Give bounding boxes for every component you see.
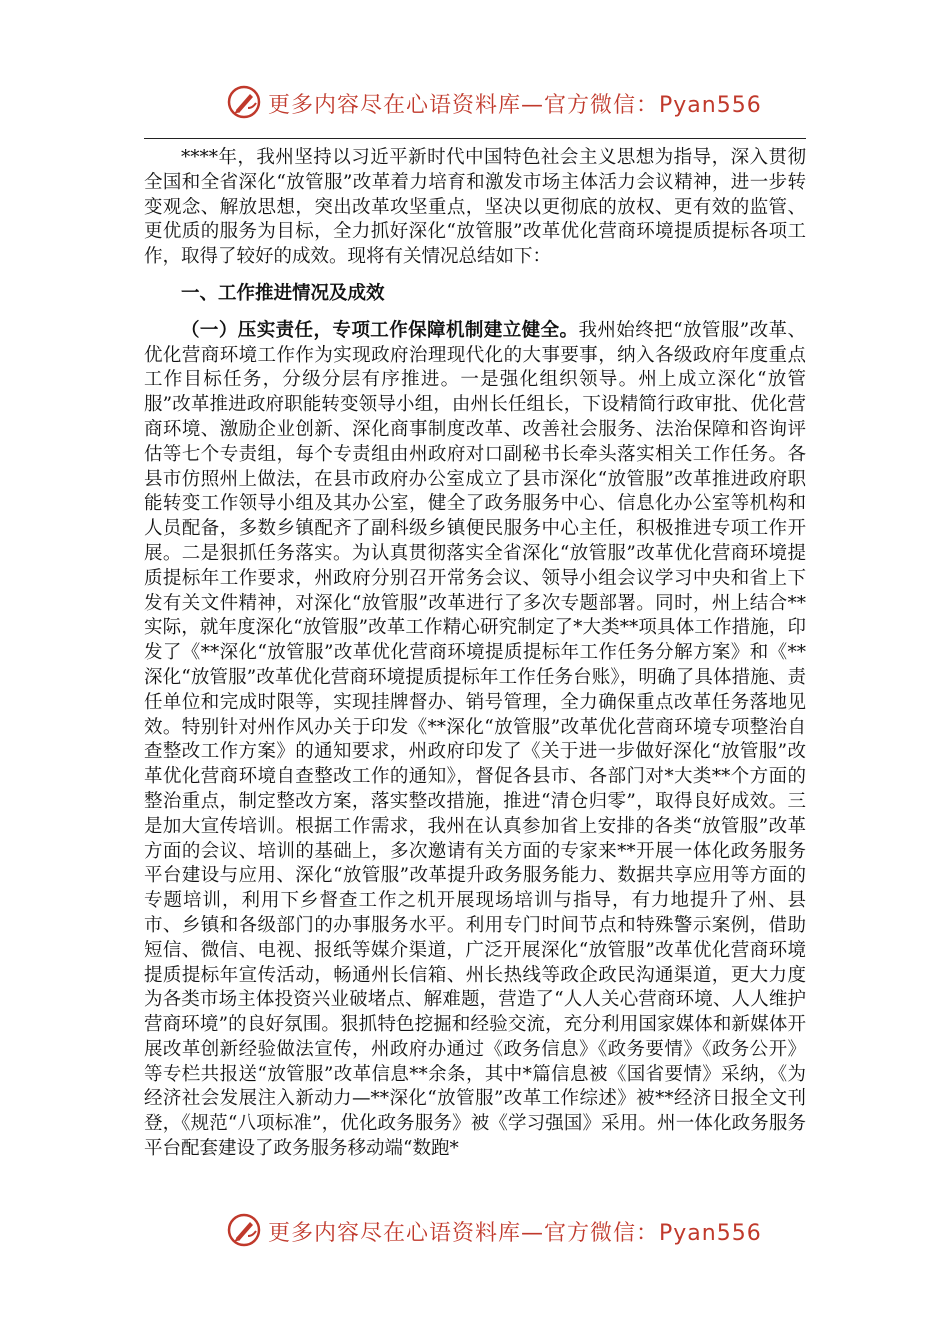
subsection-body: 我州始终把“放管服”改革、优化营商环境工作作为实现政府治理现代化的大事要事，纳入各级政府年度重点工作目标任务，分级分层有序推进。一是强化组织领导。州上成立深化“放管服”改革推进政府职能转变领导小组，由州长任组长，下设精简行政审批、优化营商环境、激励企业创新、深化商事制度改革、改善社会服务、法治保障和咨询评估等七个专责组，每个专责组由州政府对口副秘书长牵头落实相关工作任务。各县市仿照州上做法，在县市政府办公室成立了县市深化“放管服”改革推进政府职能转变工作领导小组及其办公室，健全了政务服务中心、信息化办公室等机构和人员配备，多数乡镇配齐了副科级乡镇便民服务中心主任，积极推进专项工作开展。二是狠抓任务落实。为认真贯彻落实全省深化“放管服”改革优化营商环境提质提标年工作要求，州政府分别召开常务会议、领导小组会议学习中央和省上下发有关文件精神，对深化“放管服”改革进行了多次专题部署。同时，州上结合**实际，就年度深化“放管服”改革工作精心研究制定了*大类**项具体工作措施，印发了《**深化“放管服”改革优化营商环境提质提标年工作任务分解方案》和《**深化“放管服”改革优化营商环境提质提标年工作任务台账》，明确了具体措施、责任单位和完成时限等，实现挂牌督办、销号管理，全力确保重点改革任务落地见效。特别针对州作风办关于印发《**深化“放管服”改革优化营商环境专项整治自查整改工作方案》的通知要求，州政府印发了《关于进一步做好深化“放管服”改革优化营商环境自查整改工作的通知》，督促各县市、各部门对*大类**个方面的整治重点，制定整改方案，落实整改措施，推进“清仓归零”，取得良好成效。三是加大宣传培训。根据工作需求，我州在认真参加省上安排的各类“放管服”改革方面的会议、培训的基础上，多次邀请有关方面的专家来**开展一体化政务服务平台建设与应用、深化“放管服”改革提升政务服务能力、数据共享应用等方面的专题培训，利用下乡督查工作之机开展现场培训与指导，有力地提升了州、县市、乡镇和各级部门的办事服务水平。利用专门时间节点和特殊警示案例，借助短信、微信、电视、报纸等媒介渠道，广泛开展深化“放管服”改革优化营商环境提质提标年宣传活动，畅通州长信箱、州长热线等政企政民沟通渠道，更大力度为各类市场主体投资兴业破堵点、解难题，营造了“人人关心营商环境、人人维护营商环境”的良好氛围。狠抓特色挖掘和经验交流，充分利用国家媒体和新媒体开展改革创新经验做法宣传，州政府办通过《政务信息》《政务要情》《政务公开》等专栏共报送“放管服”改革信息**余条，其中*篇信息被《国省要情》采纳，《为经济社会发展注入新动力—**深化“放管服”改革工作综述》被**经济日报全文刊登，《规范“八项标准”，优化政务服务》被《学习强国》采用。州一体化政务服务平台配套建设了政务服务移动端“数跑*: [144, 319, 806, 1160]
footer-banner: [0, 1210, 950, 1250]
footer-banner-text: 更多内容尽在心语资料库—官方微信：Pyan556: [268, 1221, 762, 1246]
document-body: [144, 146, 806, 1162]
subsection-paragraph: [144, 319, 806, 1162]
intro-paragraph: ****年，我州坚持以习近平新时代中国特色社会主义思想为指导，深入贯彻全国和全省深化“放管服”改革着力培育和激发市场主体活力会议精神，进一步转变观念、解放思想，突出改革攻坚重点，坚决以更彻底的放权、更有效的监管、更优质的服务为目标，全力抓好深化“放管服”改革优化营商环境提质提标各项工作，取得了较好的成效。现将有关情况总结如下：: [144, 147, 806, 268]
header-banner: [0, 82, 950, 122]
header-rule: [144, 138, 806, 139]
pen-logo-icon: [226, 1212, 262, 1248]
subsection-lead: （一）压实责任，专项工作保障机制建立健全。: [181, 319, 579, 341]
header-banner-text: 更多内容尽在心语资料库—官方微信：Pyan556: [268, 93, 762, 118]
section-heading: 一、工作推进情况及成效: [181, 282, 385, 304]
pen-logo-icon: [226, 84, 262, 120]
